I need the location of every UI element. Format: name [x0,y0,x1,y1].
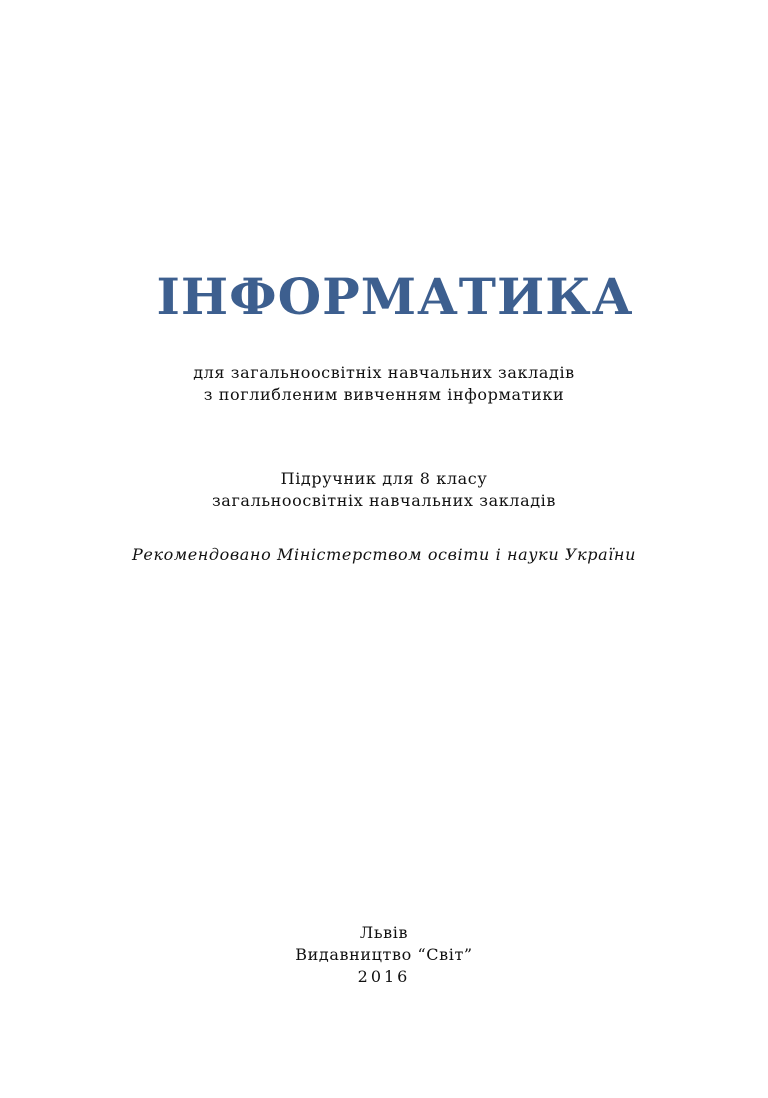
book-title: ІНФОРМАТИКА [156,267,634,326]
imprint-year: 2016 [357,967,411,986]
textbook-line-2: загальноосвітніх навчальних закладів [211,491,556,510]
subtitle-line-2: з поглибленим вивченням інформатики [203,385,565,404]
book-subtitle [0,362,768,406]
subtitle-line-1: для загальноосвітніх навчальних закладів [193,363,575,382]
textbook-designation [0,468,768,512]
imprint-publisher: Видавництво “Світ” [295,945,473,964]
textbook-line-1: Підручник для 8 класу [280,469,488,488]
ministry-recommendation: Рекомендовано Міністерством освіти і науки України [132,545,636,564]
imprint-city: Львів [359,923,409,942]
publisher-imprint [0,922,768,988]
